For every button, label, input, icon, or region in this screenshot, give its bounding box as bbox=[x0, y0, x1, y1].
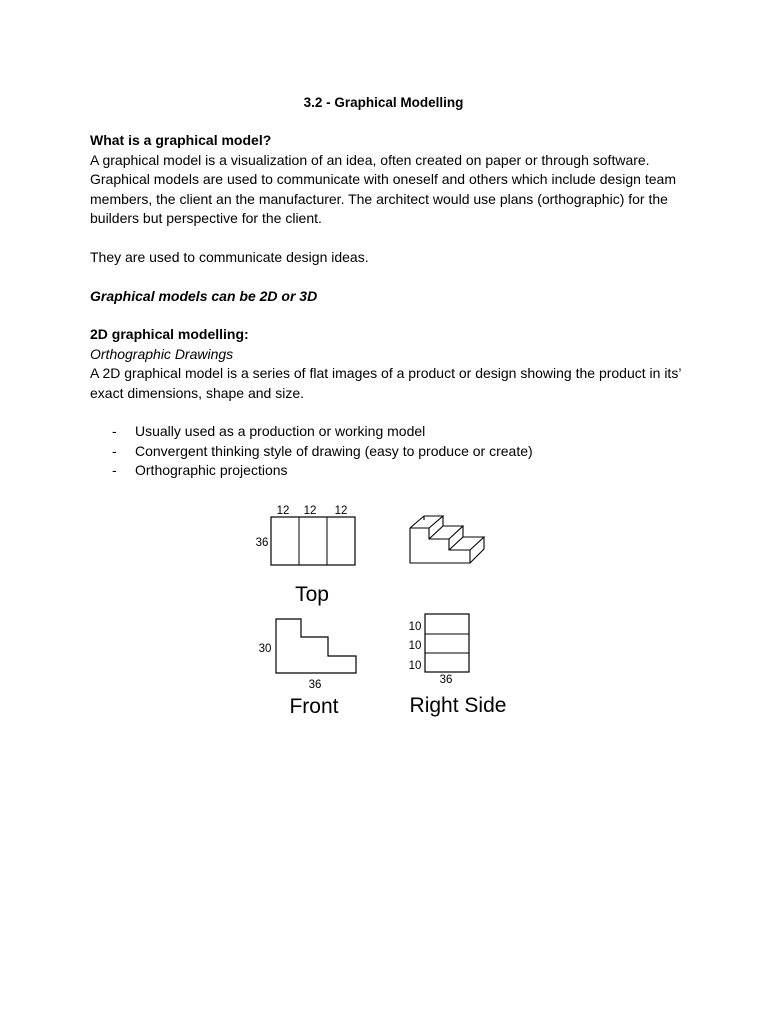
paragraph-line: Graphical models are used to communicate with oneself and others which include design team bbox=[90, 171, 676, 187]
side-view-outline bbox=[425, 614, 469, 672]
top-view-outline bbox=[271, 517, 355, 565]
view-label: Right Side bbox=[409, 694, 507, 717]
dimension-label: 10 bbox=[408, 621, 422, 633]
list-item-text: Convergent thinking style of drawing (easy to produce or create) bbox=[135, 442, 533, 459]
list-item-text: Usually used as a production or working model bbox=[135, 423, 426, 439]
section-subheading: Orthographic Drawings bbox=[90, 345, 234, 362]
bullet-dash: - bbox=[112, 442, 117, 459]
section-heading: 2D graphical modelling: bbox=[90, 326, 249, 342]
section-2d-modelling bbox=[90, 325, 690, 403]
emphasis-2d-3d: Graphical models can be 2D or 3D bbox=[90, 288, 318, 304]
bullet-dash: - bbox=[112, 462, 117, 478]
section-heading: What is a graphical model? bbox=[90, 132, 272, 148]
dimension-label: 12 bbox=[276, 505, 290, 517]
bullet-list bbox=[90, 422, 690, 481]
front-view-outline bbox=[276, 619, 356, 673]
paragraph-line: A graphical model is a visualization of an idea, often created on paper or through software. bbox=[90, 151, 650, 168]
page-title: 3.2 - Graphical Modelling bbox=[303, 95, 464, 110]
dimension-label: 10 bbox=[408, 660, 422, 672]
paragraph-line: A 2D graphical model is a series of flat images of a product or design showing the product in its’ bbox=[90, 365, 682, 381]
paragraph-communicate: They are used to communicate design ideas. bbox=[90, 249, 369, 265]
view-label: Front bbox=[289, 695, 339, 718]
list-item bbox=[90, 461, 690, 481]
dimension-label: 36 bbox=[255, 537, 269, 549]
paragraph-line: exact dimensions, shape and size. bbox=[90, 384, 305, 401]
dimension-label: 36 bbox=[439, 674, 453, 686]
isometric-stair-sketch bbox=[410, 516, 484, 563]
list-item bbox=[90, 442, 690, 462]
dimension-label: 12 bbox=[334, 505, 348, 517]
dimension-label: 10 bbox=[408, 640, 422, 652]
list-item-text: Orthographic projections bbox=[135, 462, 288, 478]
top-view bbox=[256, 505, 355, 606]
section-what-is bbox=[90, 131, 690, 229]
view-label: Top bbox=[295, 583, 329, 606]
dimension-label: 30 bbox=[258, 643, 272, 655]
dimension-label: 12 bbox=[303, 505, 317, 517]
list-item bbox=[90, 422, 690, 442]
paragraph-line: builders but perspective for the client. bbox=[90, 210, 322, 226]
bullet-dash: - bbox=[112, 423, 117, 439]
paragraph-line: members, the client an the manufacturer. The architect would use plans (orthographic) for the bbox=[90, 190, 668, 207]
front-view bbox=[259, 619, 356, 718]
right-side-view bbox=[409, 614, 507, 717]
dimension-label: 36 bbox=[308, 679, 322, 691]
